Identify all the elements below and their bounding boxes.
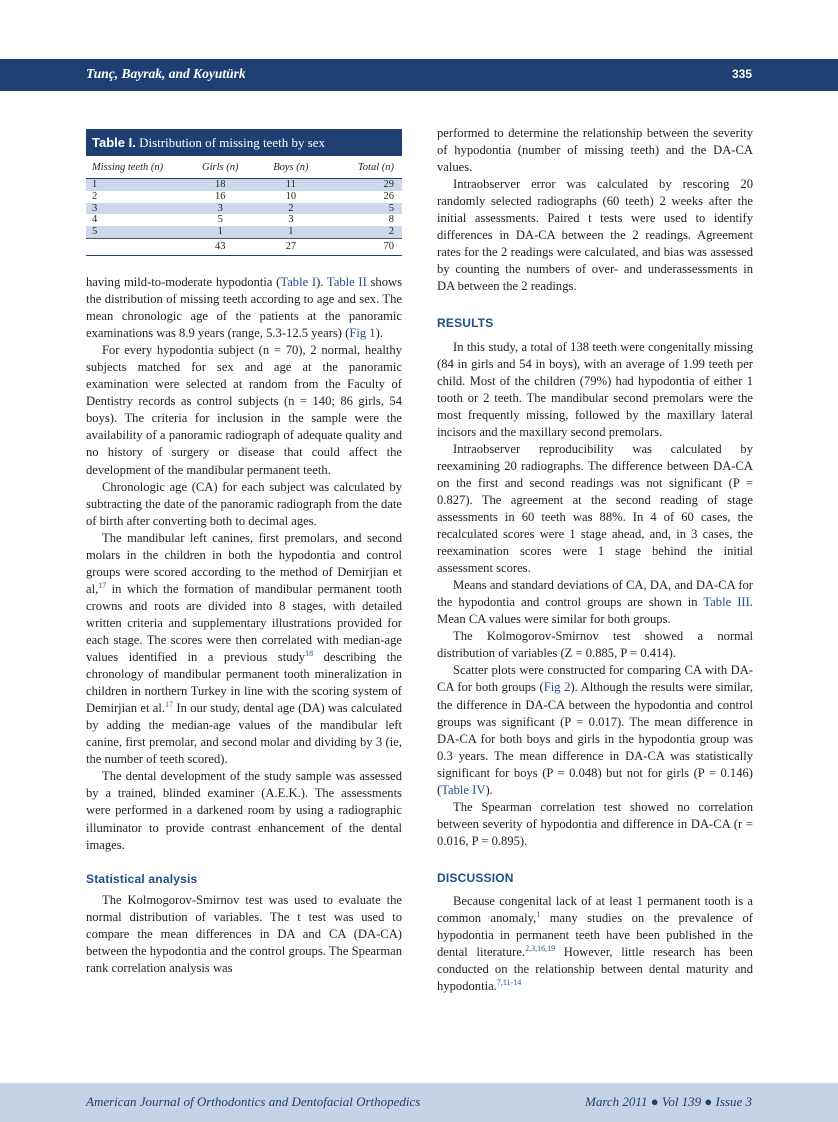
text-run: Means and standard deviations of CA, DA, and DA-CA for the hypodontia and control groups are shown in [437,578,753,610]
table-cell: 5 [86,226,185,238]
table-cell: 10 [285,190,297,202]
running-header [0,59,838,91]
table-cell: 26 [383,190,394,202]
text-run: In our study, dental age (DA) was calculated by adding the median-age values of the mandibular left canine, first premolar, and second molar and dividing by 3 (ie, the number of teeth scored). [86,701,402,767]
text-run: having mild-to-moderate hypodontia ( [86,275,281,289]
table-cell: 1 [256,226,327,238]
table-cell: 1 [86,179,185,191]
text-run: ). [375,326,383,341]
table-cell: 43 [185,238,256,255]
fig-2-link[interactable]: Fig 2 [543,680,571,695]
paragraph [86,530,402,769]
paragraph: The Spearman correlation test showed no correlation between severity of hypodontia and difference in DA-CA (r = 0.016, P = 0.895). [437,799,753,848]
table-header-row [86,156,402,179]
text-run: However, little research has been conducted on the relationship between dental maturity and hypodontia. [437,945,753,994]
table-cell: 8 [388,214,394,226]
table-cell: 5 [326,203,402,215]
right-column [437,125,753,995]
table-1 [86,129,402,256]
paragraph: performed to determine the relationship between the severity of hypodontia (number of missing teeth) and the DA-CA values. [437,126,753,175]
table-cell: 2 [92,190,98,202]
text-run: describing the chronology of mandibular permanent tooth mineralization in children in northern Turkey in line with the scoring system of Demirjian et al. [86,650,402,716]
table-total-row [86,238,402,255]
table-cell: 4 [92,214,98,226]
table-row [86,226,402,238]
table-3-link[interactable]: Table III [703,595,750,610]
col-header: Missing teeth (n) [86,156,185,179]
paragraph [437,577,753,628]
text-run: Scatter plots were constructed for comparing CA with DA-CA for both groups ( [437,663,753,695]
table-row [86,203,402,215]
text-run: ). [485,782,493,797]
text-run: in which the formation of mandibular permanent tooth crowns and roots are divided into 8 stages, with detailed written criteria and supplementary illustrations provided for each stage. The scores were then correlated with median-age values identified in a previous study [86,581,402,665]
text-run: shows the distribution of missing teeth according to age and sex. The mean chronologic age of the patients at the panoramic examinations was 8.9 years (range, 5.3-12.5 years) ( [86,275,403,341]
table-cell: 3 [185,203,256,215]
section-heading: DISCUSSION [437,870,514,885]
text-run: . Mean CA values were similar for both groups. [437,595,753,627]
col-header: Girls (n) [185,156,256,179]
paragraph: For every hypodontia subject (n = 70), 2 normal, healthy subjects matched for sex and age at the panoramic examination were selected at random from the Faculty of Dentistry records as control subjects (n = 140; 86 girls, 54 boys). The criteria for inclusion in the sample were the availability of a panoramic radiograph of adequate quality and no history of surgery or disease that could affect the development of the mandibular permanent teeth. [86,343,402,477]
table-cell: 27 [256,238,327,255]
table-cell: 3 [288,214,294,226]
citation[interactable]: 18 [305,648,314,658]
journal-name: American Journal of Orthodontics and Dentofacial Orthopedics [86,1094,421,1109]
table-caption [86,129,402,156]
citation[interactable]: 17 [165,699,174,709]
citation[interactable]: 7,11-14 [496,978,522,988]
text-run: Because congenital lack of at least 1 permanent tooth is a common anomaly, [437,893,753,926]
header-authors: Tunç, Bayrak, and Koyutürk [86,66,246,81]
table-cell: 2 [326,226,402,238]
text-run: many studies on the prevalence of hypodontia in permanent teeth have been published in the dental literature. [437,911,753,960]
table-cell: 5 [217,214,223,226]
table-1-link[interactable]: Table I [280,275,317,289]
paragraph: Intraobserver reproducibility was calculated by reexamining 20 radiographs. The difference between DA-CA on the first and second readings was not significant (P = 0.827). The agreement at the second reading of stage assessments in 60 teeth was 88%. In 4 of 60 cases, the recalculated scores were 1 stage ahead, and, in 3 cases, the reexamination scores were 1 stage behind the initial assessment scores. [437,441,753,576]
text-run: ). Although the results were similar, the difference in DA-CA between the hypodontia and control groups was significant (P = 0.017). The mean difference in DA-CA for both boys and girls in the hypodontia group was 0.3 years. The mean difference in DA-CA was statistically significant for boys (P = 0.048) but not for girls (P = 0.146) ( [437,680,753,797]
paragraph [437,662,753,798]
paragraph: In this study, a total of 138 teeth were congenitally missing (84 in girls and 54 in boys), with an average of 1.99 teeth per child. Most of the children (79%) had hypodontia of either 1 tooth or 2 teeth. The mandibular second premolars were the most frequently missing, followed by the maxillary lateral incisors and the maxillary second premolars. [437,339,753,439]
paragraph: Intraobserver error was calculated by rescoring 20 randomly selected radiographs (60 teeth) 2 weeks after the initial assessments. Paired t tests were used to identify differences in DA-CA between the 2 readings. Agreement rates for the 2 readings were calculated, and bias was assessed by counting the numbers of over- and underassessments in DA between the 2 readings. [437,177,753,294]
paragraph: The Kolmogorov-Smirnov test was used to evaluate the normal distribution of variables. The t test was used to compare the mean differences in DA and CA (DA-CA) between the hypodontia and the control groups. The Spearman rank correlation analysis was [86,892,402,975]
missing-teeth-table [86,156,402,256]
table-cell: 16 [214,190,226,202]
paragraph [86,274,402,342]
paragraph: Chronologic age (CA) for each subject was calculated by subtracting the date of the panoramic radiograph from the date of birth after converting both to decimal ages. [86,479,402,528]
paragraph: The dental development of the study sample was assessed by a trained, blinded examiner (A.E.K.). The assessments were performed in a darkened room by using a radiographic illuminator to provide contrast enhancement of the dental images. [86,769,402,852]
table-cell: 1 [185,226,256,238]
table-cell: 18 [185,179,256,191]
table-4-link[interactable]: Table IV [441,782,486,797]
paragraph: The Kolmogorov-Smirnov test showed a normal distribution of variables (Z = 0.885, P = 0.414). [437,629,753,661]
table-label: Table I. [92,135,136,150]
table-cell [86,238,185,255]
section-heading: Statistical analysis [86,871,198,886]
table-cell: 11 [256,179,327,191]
table-title: Distribution of missing teeth by sex [139,135,326,150]
table-row [86,191,402,203]
running-footer [0,1083,838,1122]
issue-info: March 2011 ● Vol 139 ● Issue 3 [585,1094,752,1109]
col-header: Total (n) [326,156,402,179]
col-header: Boys (n) [256,156,327,179]
left-column [86,274,402,977]
citation[interactable]: 17 [98,580,107,590]
citation[interactable]: 2,3,16,19 [525,943,556,953]
citation[interactable]: 1 [536,909,541,919]
fig-1-link[interactable]: Fig 1 [349,326,376,341]
section-heading: RESULTS [437,316,494,331]
text-run: ). [316,275,327,289]
table-row [86,214,402,226]
text-run: The mandibular left canines, first premolars, and second molars in the children in both the hypodontia and control groups were scored according to the method of Demirjian et al, [86,530,402,596]
table-cell: 2 [256,203,327,215]
paragraph [437,893,753,995]
table-row [86,179,402,191]
table-cell: 29 [326,179,402,191]
table-2-link[interactable]: Table II [326,275,367,289]
table-cell: 70 [326,238,402,255]
table-cell: 3 [86,203,185,215]
page-number: 335 [731,67,752,81]
